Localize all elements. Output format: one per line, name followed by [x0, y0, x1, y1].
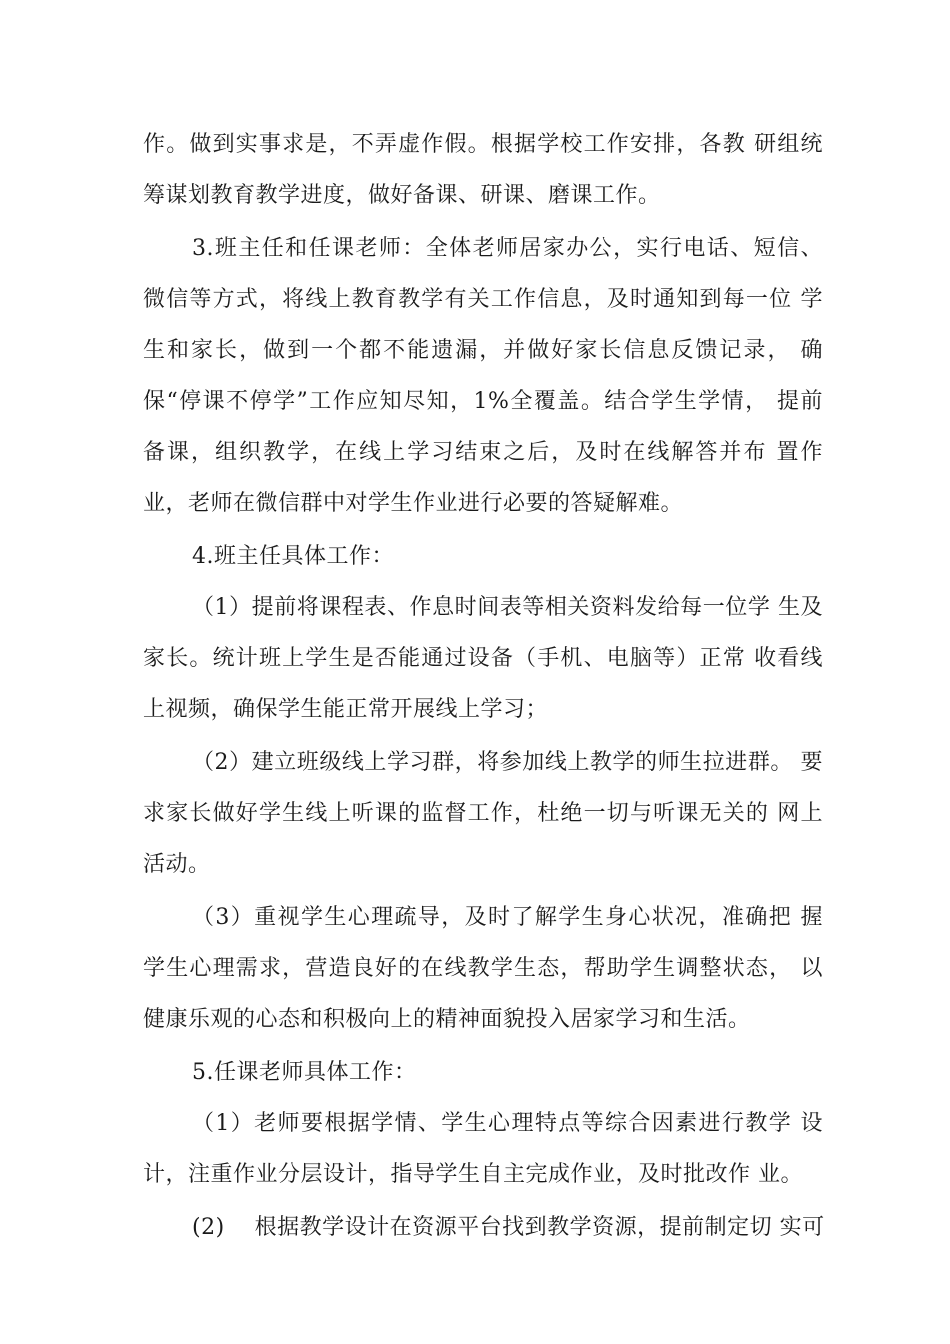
paragraph-line: （3）重视学生心理疏导，及时了解学生身心状况，准确把 握 [192, 905, 823, 930]
paragraph-line: 筹谋划教育教学进度，做好备课、研课、磨课工作。 [143, 183, 661, 208]
paragraph-line: 上视频，确保学生能正常开展线上学习； [143, 697, 549, 722]
paragraph-line: 保“停课不停学”工作应知尽知，1%全覆盖。结合学生学情， 提前 [143, 389, 823, 414]
paragraph-line: 作。做到实事求是，不弄虚作假。根据学校工作安排，各教 研组统 [143, 132, 823, 157]
paragraph-line: 微信等方式，将线上教育教学有关工作信息，及时通知到每一位 学 [143, 287, 823, 312]
paragraph-line: 活动。 [143, 852, 211, 877]
paragraph-line: （1）老师要根据学情、学生心理特点等综合因素进行教学 设 [192, 1111, 823, 1136]
paragraph-line: 健康乐观的心态和积极向上的精神面貌投入居家学习和生活。 [143, 1007, 751, 1032]
section-heading: 5.任课老师具体工作： [192, 1060, 417, 1085]
paragraph-line: （1）提前将课程表、作息时间表等相关资料发给每一位学 生及 [192, 595, 823, 620]
paragraph-line: (2) 根据教学设计在资源平台找到教学资源，提前制定切 实可 [192, 1215, 825, 1240]
paragraph-line: （2）建立班级线上学习群，将参加线上教学的师生拉进群。 要 [192, 750, 823, 775]
paragraph-line: 学生心理需求，营造良好的在线教学生态，帮助学生调整状态， 以 [143, 956, 823, 981]
paragraph-line: 求家长做好学生线上听课的监督工作，杜绝一切与听课无关的 网上 [143, 801, 823, 826]
paragraph-line: 业，老师在微信群中对学生作业进行必要的答疑解难。 [143, 491, 684, 516]
paragraph-line: 计，注重作业分层设计，指导学生自主完成作业，及时批改作 业。 [143, 1162, 803, 1187]
paragraph-line: 生和家长，做到一个都不能遗漏，并做好家长信息反馈记录， 确 [143, 338, 823, 363]
section-heading: 4.班主任具体工作： [192, 544, 394, 569]
paragraph-line: 备课，组织教学，在线上学习结束之后，及时在线解答并布 置作 [143, 440, 823, 465]
paragraph-line: 3.班主任和任课老师：全体老师居家办公，实行电话、短信、 [192, 236, 823, 261]
paragraph-line: 家长。统计班上学生是否能通过设备（手机、电脑等）正常 收看线 [143, 646, 823, 671]
